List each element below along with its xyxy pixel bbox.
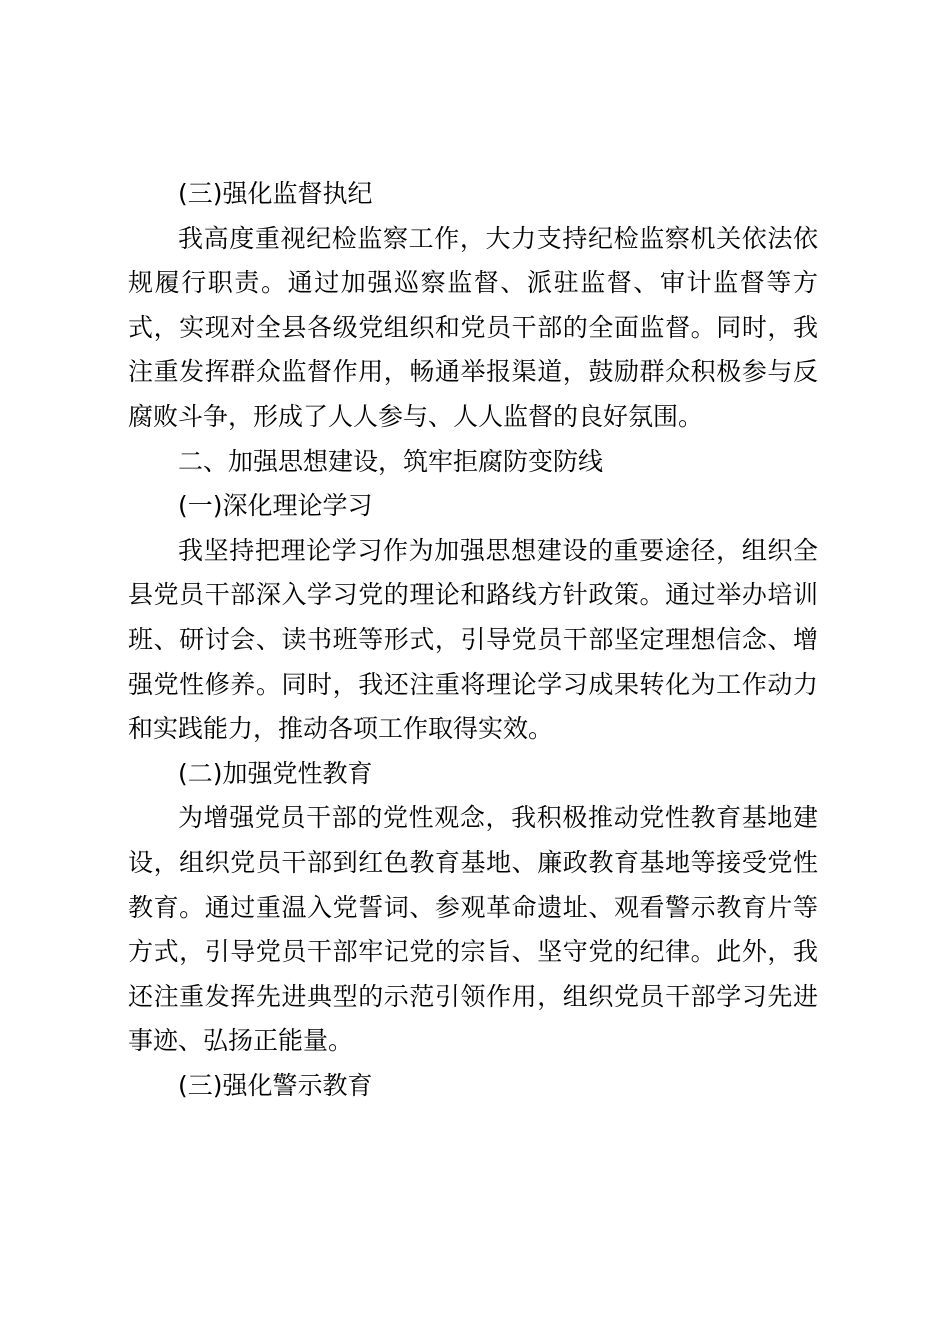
paragraph-party-education: 为增强党员干部的党性观念，我积极推动党性教育基地建设，组织党员干部到红色教育基地、廉政教育基地等接受党性教育。通过重温入党誓词、参观革命遗址、观看警示教育片等方式，引导党员干部牢记党的宗旨、坚守党的纪律。此外，我还注重发挥先进典型的示范引领作用，组织党员干部学习先进事迹、弘扬正能量。 <box>128 803 818 1056</box>
section-heading-supervision: (三)强化监督执纪 <box>178 179 373 208</box>
section-heading-theory-study: (一)深化理论学习 <box>178 491 373 521</box>
section-heading-party-education: (二)加强党性教育 <box>178 758 373 788</box>
chapter-heading-ideology: 二、加强思想建设，筑牢拒腐防变防线 <box>178 446 604 476</box>
paragraph-theory-study: 我坚持把理论学习作为加强思想建设的重要途径，组织全县党员干部深入学习党的理论和路线方针政策。通过举办培训班、研讨会、读书班等形式，引导党员干部坚定理想信念、增强党性修养。同时，我还注重将理论学习成果转化为工作动力和实践能力，推动各项工作取得实效。 <box>128 535 818 744</box>
document-body <box>128 172 818 1108</box>
paragraph-supervision: 我高度重视纪检监察工作，大力支持纪检监察机关依法依规履行职责。通过加强巡察监督、派驻监督、审计监督等方式，实现对全县各级党组织和党员干部的全面监督。同时，我注重发挥群众监督作用，畅通举报渠道，鼓励群众积极参与反腐败斗争，形成了人人参与、人人监督的良好氛围。 <box>128 223 818 431</box>
section-heading-warning-education: (三)强化警示教育 <box>178 1070 373 1100</box>
